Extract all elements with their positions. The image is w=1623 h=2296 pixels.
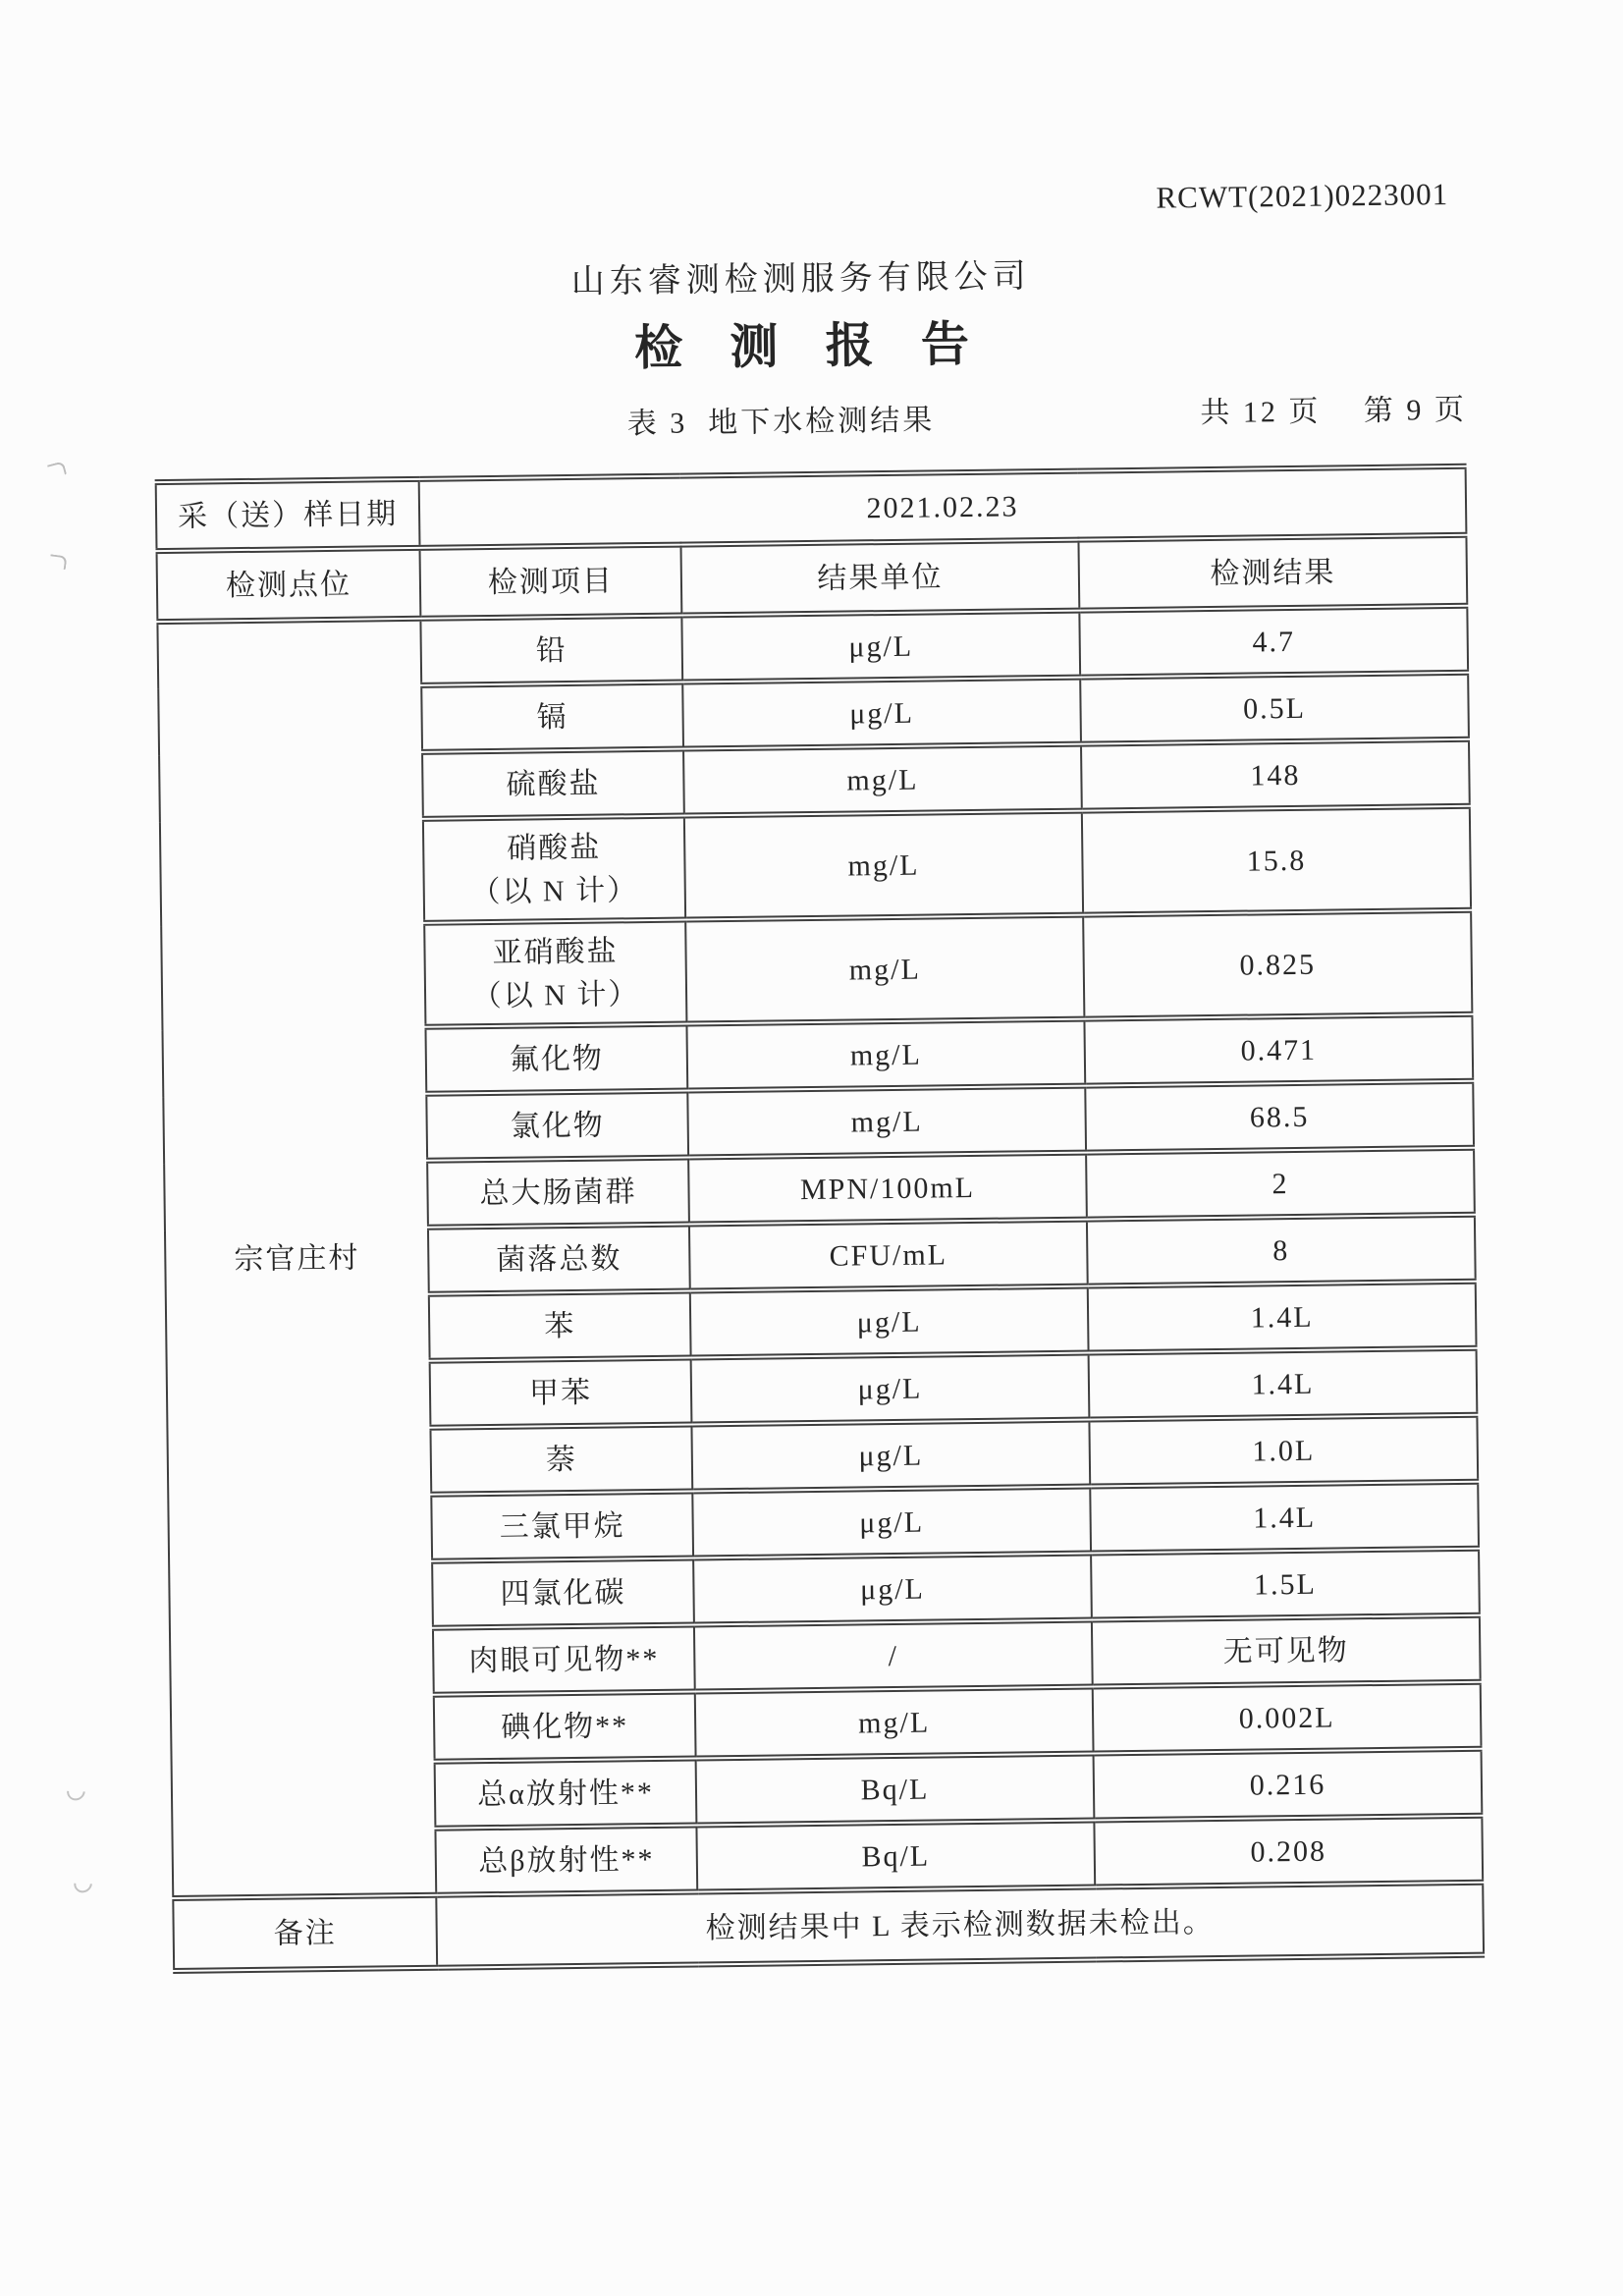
result-cell: 148 [1081, 739, 1470, 811]
item-cell: 亚硝酸盐 （以 N 计） [424, 920, 686, 1027]
result-cell: 8 [1087, 1215, 1476, 1286]
result-cell: 1.4L [1088, 1282, 1477, 1353]
item-cell: 总大肠菌群 [427, 1158, 689, 1228]
item-cell: 硝酸盐 （以 N 计） [423, 816, 685, 923]
scan-mark [49, 554, 68, 570]
col-header-result: 检测结果 [1078, 535, 1467, 611]
unit-cell: mg/L [685, 915, 1084, 1024]
item-cell: 氟化物 [425, 1024, 687, 1094]
table-caption: 表 3 地下水检测结果 [626, 404, 936, 441]
result-cell: 0.471 [1084, 1014, 1473, 1086]
item-cell: 苯 [429, 1291, 691, 1361]
item-cell: 镉 [421, 683, 683, 752]
result-cell: 4.7 [1079, 606, 1468, 678]
sample-date-label: 采（送）样日期 [156, 479, 420, 551]
unit-cell: μg/L [693, 1554, 1092, 1625]
scan-mark [71, 1871, 96, 1896]
scan-mark [63, 1778, 88, 1804]
report-title: 检 测 报 告 [633, 316, 988, 376]
item-cell: 总α放射性** [435, 1758, 697, 1828]
remark-label: 备注 [173, 1895, 437, 1971]
result-cell: 68.5 [1085, 1081, 1474, 1153]
results-tbody [156, 466, 1484, 1971]
item-cell: 萘 [430, 1425, 692, 1495]
results-table [155, 464, 1486, 1974]
sample-date-value: 2021.02.23 [419, 466, 1467, 548]
scan-mark [47, 461, 67, 478]
unit-cell: Bq/L [696, 1821, 1095, 1892]
unit-cell: mg/L [684, 811, 1083, 920]
unit-cell: μg/L [690, 1286, 1089, 1358]
unit-cell: MPN/100mL [688, 1153, 1087, 1225]
item-cell: 菌落总数 [428, 1225, 690, 1294]
location-cell: 宗官庄村 [157, 619, 436, 1898]
result-cell: 无可见物 [1092, 1615, 1481, 1687]
remark-row [173, 1883, 1484, 1971]
result-cell: 1.4L [1089, 1348, 1478, 1420]
item-cell: 甲苯 [430, 1358, 692, 1428]
unit-cell: CFU/mL [689, 1220, 1088, 1291]
result-cell: 1.0L [1089, 1415, 1478, 1487]
unit-cell: μg/L [691, 1353, 1090, 1425]
unit-cell: mg/L [686, 1019, 1085, 1091]
unit-cell: μg/L [681, 611, 1080, 683]
col-header-item: 检测项目 [420, 545, 682, 619]
result-cell: 0.002L [1093, 1682, 1482, 1754]
item-cell: 三氯甲烷 [431, 1492, 693, 1561]
result-cell: 15.8 [1082, 806, 1471, 915]
result-cell: 0.216 [1094, 1749, 1483, 1821]
item-cell: 碘化物** [434, 1691, 696, 1761]
result-cell: 0.825 [1083, 910, 1472, 1019]
item-cell: 四氯化碳 [432, 1558, 694, 1628]
col-header-unit: 结果单位 [680, 540, 1079, 616]
unit-cell: / [694, 1620, 1093, 1692]
result-cell: 2 [1086, 1148, 1475, 1220]
item-cell: 肉眼可见物** [433, 1624, 695, 1694]
report-number: RCWT(2021)0223001 [1156, 177, 1449, 215]
item-cell: 氯化物 [426, 1091, 688, 1161]
unit-cell: μg/L [682, 678, 1081, 749]
unit-cell: mg/L [683, 744, 1082, 816]
unit-cell: μg/L [692, 1487, 1091, 1558]
page-indicator: 共 12 页 第 9 页 [1200, 393, 1468, 430]
col-header-location: 检测点位 [157, 548, 421, 622]
result-cell: 0.5L [1080, 673, 1469, 744]
unit-cell: Bq/L [696, 1754, 1095, 1826]
result-cell: 1.5L [1091, 1549, 1480, 1620]
remark-text: 检测结果中 L 表示检测数据未检出。 [436, 1883, 1484, 1968]
unit-cell: μg/L [691, 1420, 1090, 1492]
company-name: 山东睿测检测服务有限公司 [570, 258, 1031, 301]
item-cell: 铅 [420, 616, 682, 685]
result-cell: 0.208 [1094, 1816, 1483, 1887]
result-cell: 1.4L [1090, 1482, 1479, 1554]
unit-cell: mg/L [695, 1687, 1094, 1759]
unit-cell: mg/L [687, 1086, 1086, 1158]
item-cell: 总β放射性** [435, 1825, 697, 1894]
item-cell: 硫酸盐 [422, 749, 684, 819]
